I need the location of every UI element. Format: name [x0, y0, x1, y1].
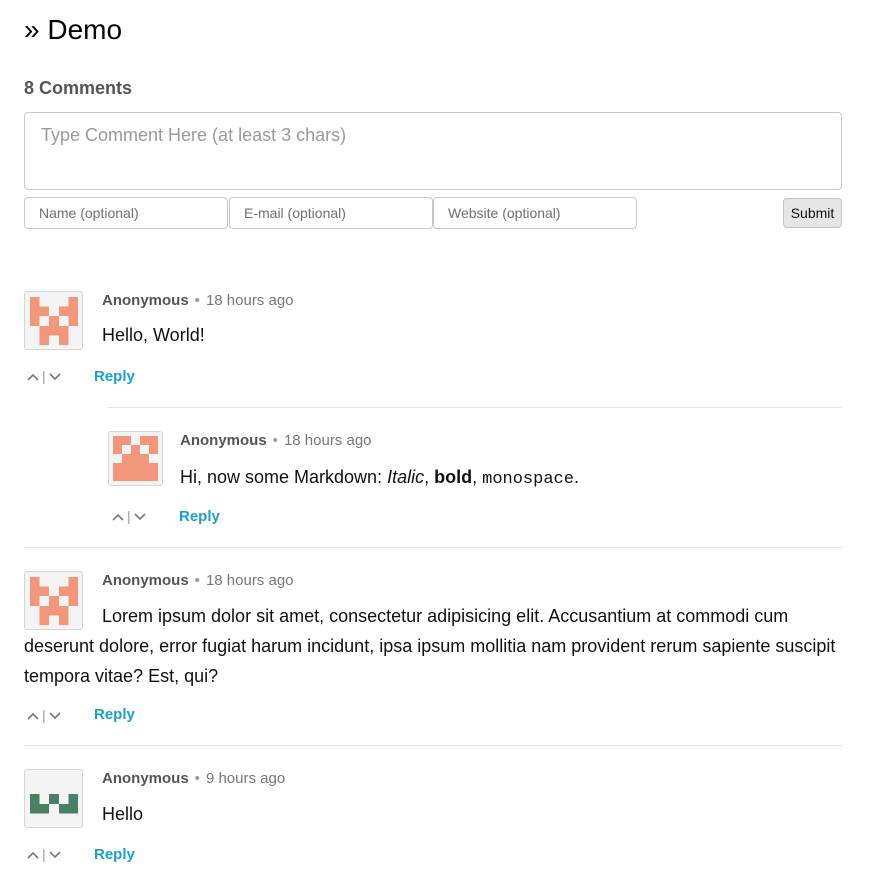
text-plain: , — [424, 467, 435, 487]
reply-link[interactable]: Reply — [94, 706, 135, 723]
downvote-icon[interactable] — [48, 844, 62, 864]
comment-count: 8 Comments — [24, 78, 133, 98]
identicon-icon — [30, 577, 78, 625]
meta-separator: • — [272, 432, 278, 449]
comment-textarea[interactable] — [24, 112, 842, 190]
comment-body: Hello, World! — [102, 325, 205, 345]
text-plain: , — [472, 467, 483, 487]
comment-body: Hello — [102, 804, 144, 824]
comment-body — [180, 462, 579, 495]
comment-author: Anonymous — [102, 292, 189, 309]
comment-author: Anonymous — [102, 572, 189, 589]
vote-controls — [26, 366, 62, 386]
vote-controls — [26, 705, 62, 725]
comment-time: 9 hours ago — [205, 770, 286, 787]
upvote-icon[interactable] — [26, 366, 40, 386]
identicon-icon — [113, 436, 158, 481]
reply-link[interactable]: Reply — [94, 368, 135, 385]
comment-item — [24, 769, 842, 869]
divider — [24, 547, 842, 548]
vote-separator: | — [42, 368, 46, 384]
comment-item — [24, 291, 842, 391]
upvote-icon[interactable] — [111, 506, 125, 526]
vote-separator: | — [42, 846, 46, 862]
comment-meta — [102, 291, 294, 311]
avatar — [24, 571, 83, 630]
comment-meta — [180, 431, 372, 451]
vote-separator: | — [127, 508, 131, 524]
text-monospace: monospace — [482, 470, 574, 489]
reply-link[interactable]: Reply — [179, 508, 220, 525]
downvote-icon[interactable] — [48, 705, 62, 725]
meta-separator: • — [194, 292, 200, 309]
comment-body-text — [24, 601, 842, 691]
avatar — [24, 291, 83, 350]
text-bold: bold — [434, 467, 473, 487]
comment-time: 18 hours ago — [205, 292, 294, 309]
upvote-icon[interactable] — [26, 844, 40, 864]
reply-link[interactable]: Reply — [94, 846, 135, 863]
comment-time: 18 hours ago — [205, 572, 294, 589]
vote-controls — [26, 844, 62, 864]
comment-author: Anonymous — [180, 432, 267, 449]
website-input[interactable] — [433, 197, 637, 229]
meta-separator: • — [194, 770, 200, 787]
comment-author: Anonymous — [102, 770, 189, 787]
avatar — [24, 769, 83, 828]
comment-time: 18 hours ago — [283, 432, 372, 449]
vote-separator: | — [42, 707, 46, 723]
divider — [24, 745, 842, 746]
vote-controls — [111, 506, 147, 526]
comment-meta — [102, 571, 294, 591]
avatar — [108, 431, 163, 486]
comment-item — [108, 431, 842, 531]
divider — [108, 407, 842, 408]
submit-button[interactable]: Submit — [783, 198, 842, 228]
text-italic: Italic — [387, 467, 425, 487]
identicon-icon — [30, 775, 78, 823]
downvote-icon[interactable] — [133, 506, 147, 526]
page-title: » Demo — [24, 14, 123, 45]
comment-body — [24, 601, 842, 691]
meta-separator: • — [194, 572, 200, 589]
comment-meta — [102, 769, 285, 789]
email-input[interactable] — [229, 197, 433, 229]
text-plain: Hi, now some Markdown: — [180, 467, 388, 487]
text-plain: . — [573, 467, 579, 487]
comment-item — [24, 571, 842, 731]
upvote-icon[interactable] — [26, 705, 40, 725]
comment-text: Lorem ipsum dolor sit amet, consectetur adipisicing elit. Accusantium at commodi cum deserunt dolore, error fugiat harum incidunt, ipsa ipsum mollitia nam provident rerum sapiente suscipit tempora vitae? Est, qui? — [24, 606, 836, 686]
downvote-icon[interactable] — [48, 366, 62, 386]
name-input[interactable] — [24, 197, 228, 229]
identicon-icon — [30, 297, 78, 345]
